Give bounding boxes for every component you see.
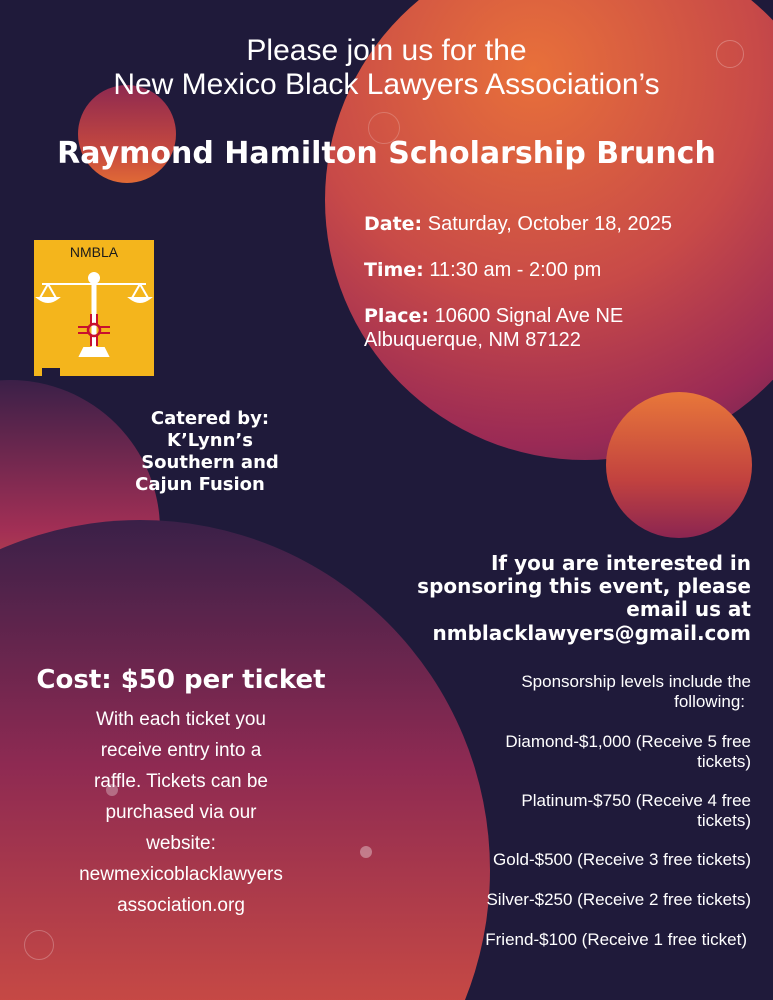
nmbla-logo	[34, 240, 154, 376]
sponsor-heading: sponsoring this event, please	[417, 574, 751, 598]
date-label: Date:	[364, 213, 423, 235]
caterer-line: Cajun Fusion	[135, 474, 265, 495]
event-place	[364, 304, 623, 328]
decorative-ring	[24, 930, 54, 960]
place-label: Place:	[364, 305, 430, 327]
sponsorship-levels-intro: Sponsorship levels include the	[521, 672, 751, 691]
decorative-circle-mid-right	[606, 392, 752, 538]
cost-info-line: website:	[146, 833, 216, 854]
intro-line: Please join us for the	[246, 34, 527, 67]
time-value: 11:30 am - 2:00 pm	[429, 259, 602, 281]
time-label: Time:	[364, 259, 424, 281]
sponsorship-levels-intro: following:	[674, 692, 745, 711]
date-value: Saturday, October 18, 2025	[427, 213, 672, 235]
sponsor-heading: email us at	[626, 597, 751, 621]
sponsorship-level-diamond-cont: tickets)	[697, 752, 751, 771]
event-title: Raymond Hamilton Scholarship Brunch	[57, 136, 716, 171]
caterer-line: Catered by:	[150, 408, 270, 429]
intro-line: New Mexico Black Lawyers Association’s	[113, 68, 660, 101]
sponsor-email[interactable]: nmblacklawyers@gmail.com	[432, 621, 751, 645]
event-date	[364, 212, 672, 236]
place-line: 10600 Signal Ave NE	[434, 305, 624, 327]
cost-info-line: With each ticket you	[95, 709, 267, 730]
caterer-line: K’Lynn’s	[167, 430, 253, 451]
logo-text: NMBLA	[69, 244, 119, 260]
sponsorship-level-friend: Friend-$100 (Receive 1 free ticket)	[485, 930, 747, 949]
sponsorship-level-platinum-cont: tickets)	[697, 811, 751, 830]
event-time	[364, 258, 601, 282]
sponsor-heading: If you are interested in	[490, 551, 751, 575]
cost-info-line: purchased via our	[105, 802, 257, 823]
place-line: Albuquerque, NM 87122	[364, 329, 581, 351]
sponsorship-level-platinum: Platinum-$750 (Receive 4 free	[521, 791, 751, 810]
cost-info-line: raffle. Tickets can be	[94, 771, 268, 792]
sponsorship-level-gold: Gold-$500 (Receive 3 free tickets)	[493, 850, 751, 869]
caterer-line: Southern and	[141, 452, 279, 473]
ticket-cost: Cost: $50 per ticket	[36, 665, 326, 695]
cost-info-line: receive entry into a	[100, 740, 262, 761]
website-link[interactable]: association.org	[117, 895, 245, 916]
website-link[interactable]: newmexicoblacklawyers	[79, 864, 283, 885]
sponsorship-level-silver: Silver-$250 (Receive 2 free tickets)	[486, 890, 751, 909]
sponsorship-level-diamond: Diamond-$1,000 (Receive 5 free	[505, 732, 751, 751]
